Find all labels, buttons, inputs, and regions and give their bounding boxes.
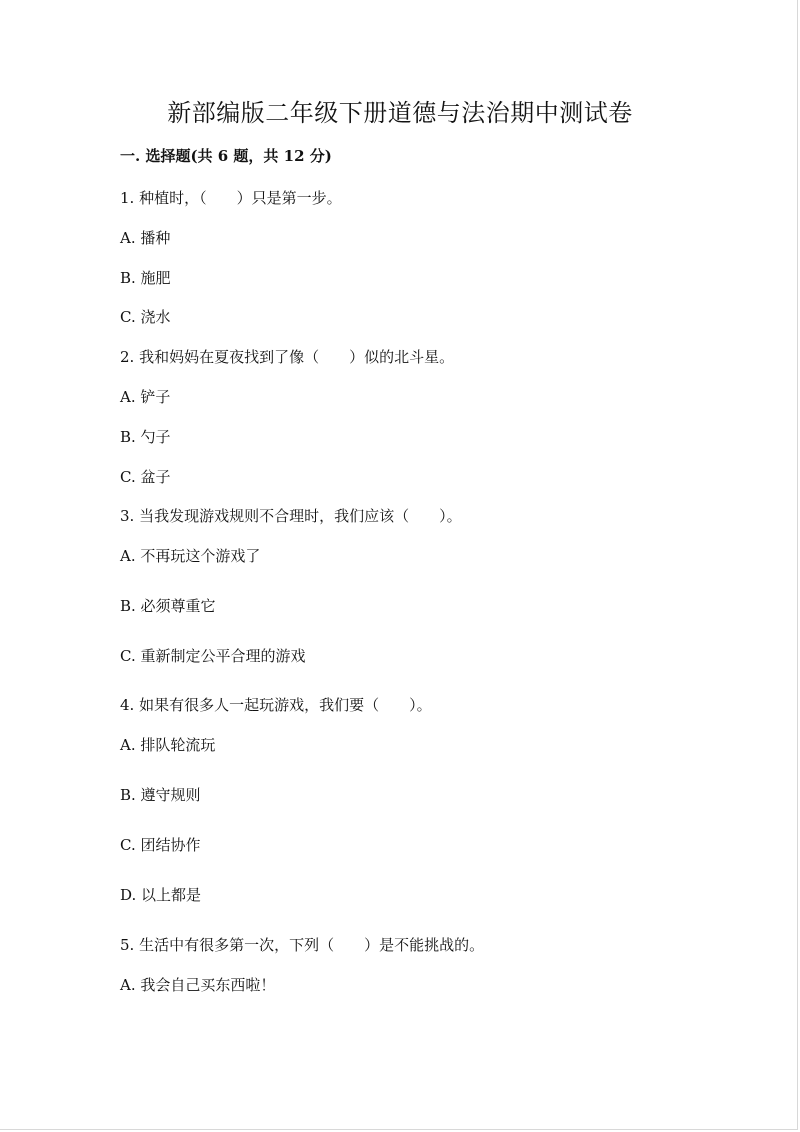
question-2-option-b: B. 勺子: [120, 428, 171, 446]
question-stem-2: 2. 我和妈妈在夏夜找到了像（ ）似的北斗星。: [120, 348, 455, 366]
question-4-option-b: B. 遵守规则: [120, 786, 201, 804]
question-3-option-c: C. 重新制定公平合理的游戏: [120, 647, 306, 665]
question-3-option-b: B. 必须尊重它: [120, 597, 216, 615]
question-5-option-a: A. 我会自己买东西啦！: [120, 976, 276, 994]
question-1-option-c: C. 浇水: [120, 308, 171, 326]
question-1-option-b: B. 施肥: [120, 269, 171, 287]
section-header: 一. 选择题(共 6 题，共 12 分): [120, 147, 332, 165]
question-stem-5: 5. 生活中有很多第一次，下列（ ）是不能挑战的。: [120, 936, 485, 954]
question-3-option-a: A. 不再玩这个游戏了: [120, 547, 261, 565]
document-title: 新部编版二年级下册道德与法治期中测试卷: [167, 99, 633, 127]
question-4-option-c: C. 团结协作: [120, 836, 201, 854]
question-2-option-a: A. 铲子: [120, 388, 171, 406]
question-2-option-c: C. 盆子: [120, 468, 171, 486]
question-4-option-d: D. 以上都是: [120, 886, 202, 904]
question-1-option-a: A. 播种: [120, 229, 171, 247]
question-stem-4: 4. 如果有很多人一起玩游戏，我们要（ ）。: [120, 696, 432, 714]
question-stem-1: 1. 种植时，（ ）只是第一步。: [120, 189, 342, 207]
question-4-option-a: A. 排队轮流玩: [120, 736, 216, 754]
question-stem-3: 3. 当我发现游戏规则不合理时，我们应该（ ）。: [120, 507, 462, 525]
